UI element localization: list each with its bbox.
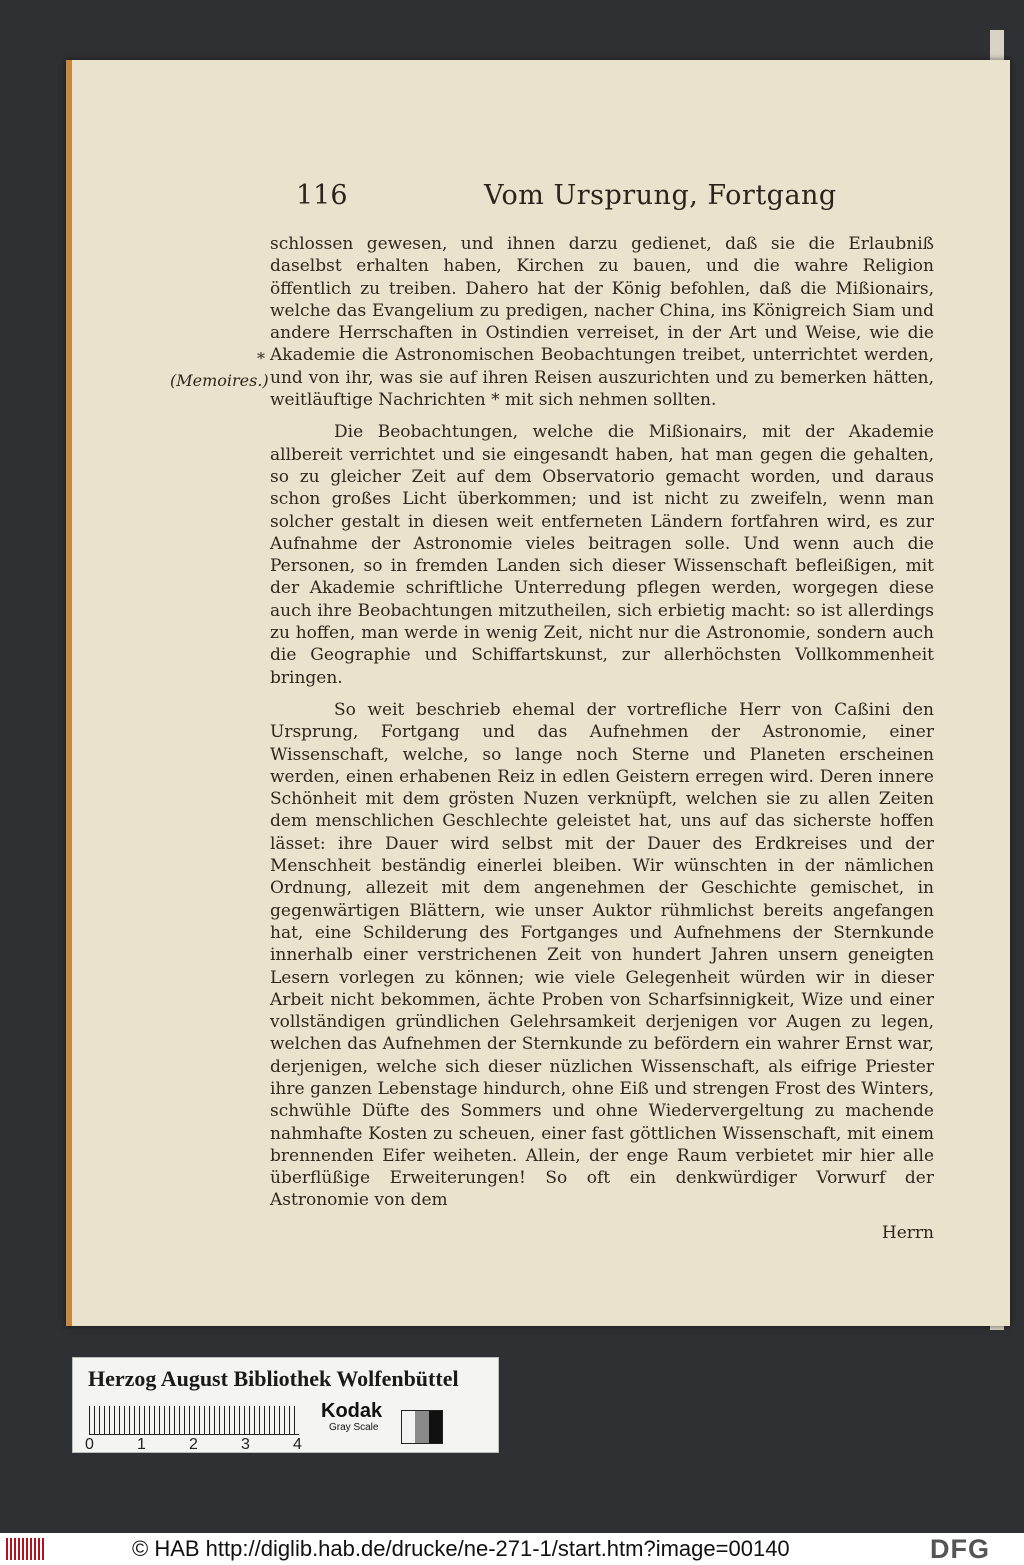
paragraph-1: schlossen gewesen, und ihnen darzu gedienet, daß sie die Erlaubniß daselbst erhalten haben, Kirchen zu bauen, und die wahre Religion öffentlich zu treiben. Dahero hat der König befohlen, daß die Mißionairs, welche das Evangelium zu predigen, nacher China, ins Königreich Siam und andere Herrschaften in Ostindien verreiset, in der Art und Weise, wie die Akademie die Astronomischen Beobachtungen treibet, unterrichtet werden, und von ihr, was sie auf ihren Reisen auszurichten und zu bemerken hätten, weitläuftige Nachrichten * mit sich nehmen sollten. [270,234,934,411]
paragraph-3: So weit beschrieb ehemal der vortrefliche Herr von Caßini den Ursprung, Fortgang und das Aufnehmen der Astronomie, einer Wissenschaft, welche, so lange noch Sterne und Planeten erscheinen werden, einen erhabenen Reiz in edlen Geistern erregen wird. Deren innere Schönheit mit dem grösten Nuzen verknüpft, welchen sie zu allen Zeiten dem menschlichen Geschlechte geleistet hat, uns auf das sicherste hoffen lässet: ihre Dauer wird selbst mit der Dauer des Erdkreises und der Menschheit beständig einerlei bleiben. Wir wünschten in der nämlichen Ordnung, allezeit mit dem angenehmen der Geschichte gemischet, in gegenwärtigen Blättern, wie unser Auktor rühmlichst bereits angefangen hat, eine Schilderung des Fortganges und Aufnehmens der Sternkunde innerhalb einer verstrichenen Zeit von hundert Jahren unsern geneigten Lesern vorlegen zu können; wie viele Gelegenheit würden wir in dieser Arbeit nicht bekommen, ächte Proben von Scharfsinnigkeit, Wize und einer vollständigen gründlichen Gelehrsamkeit derjenigen vor Augen zu legen, welchen das Aufnehmen der Sternkunde zu befördern ein wahrer Ernst war, derjenigen, welche sich dieser nüzlichen Wissenschaft, als eifrige Priester ihre ganzen Lebenstage hindurch, ohne Eiß und strengen Frost des Winters, schwühle Düfte des Sommers und ohne Wiedervergeltung zu machende nahmhafte Kosten zu scheuen, einer fast göttlichen Wissenschaft, mit einem brennenden Eifer weiheten. Allein, der enge Raum verbietet mir hier alle überflüßige Erweiterungen! So oft ein denkwürdiger Vorwurf der Astronomie von dem [270,699,934,1211]
dfg-logo: DFG [930,1534,990,1564]
credit-url[interactable]: © HAB http://diglib.hab.de/drucke/ne-271-1/start.htm?image=00140 [132,1536,790,1561]
footer-bar [0,1533,1024,1565]
catchword: Herrn [881,1222,934,1243]
swatch-black [429,1411,442,1443]
ruler-number: 0 [85,1436,94,1453]
ruler-number: 3 [241,1436,250,1453]
library-label [72,1357,499,1453]
barcode-icon [6,1538,46,1560]
ruler-number: 1 [137,1436,146,1453]
scale-ruler [89,1406,299,1435]
ruler-number: 4 [293,1436,302,1453]
running-head: Vom Ursprung, Fortgang [484,180,837,211]
ruler-number: 2 [189,1436,198,1453]
paragraph-2: Die Beobachtungen, welche die Mißionairs, mit der Akademie allbereit verrichtet und sie eingesandt haben, hat man gegen die gehalten, so zu gleicher Zeit auf dem Observatorio gemacht worden, und daraus schon großes Licht überkommen; und ist nicht zu zweifeln, wenn man solcher gestalt in diesen weit entferneten Ländern fortfahren wird, es zur Aufnahme der Astronomie vieles beitragen solle. Und wenn auch die Personen, so in fremden Landen sich dieser Wissenschaft befleißigen, mit der Akademie schriftliche Unterredung pflegen werden, worgegen diese auch ihre Beobachtungen mitzutheilen, sich erbietig macht: so ist allerdings zu hoffen, man werde in wenig Zeit, nicht nur die Astronomie, sondern auch die Geographie und Schiffartskunst, zur allerhöchsten Vollkommenheit bringen. [270,422,934,688]
gray-scale-label: Gray Scale [329,1422,379,1433]
marginal-note: * (Memoires.) [170,349,269,390]
swatch-gray [415,1411,428,1443]
kodak-logo: Kodak [321,1400,383,1422]
page-header [296,180,946,220]
page-number: 116 [296,180,348,211]
library-name: Herzog August Bibliothek Wolfenbüttel [88,1366,459,1391]
gray-scale-swatches [401,1410,443,1444]
swatch-white [402,1411,415,1443]
body-text [270,233,934,1244]
